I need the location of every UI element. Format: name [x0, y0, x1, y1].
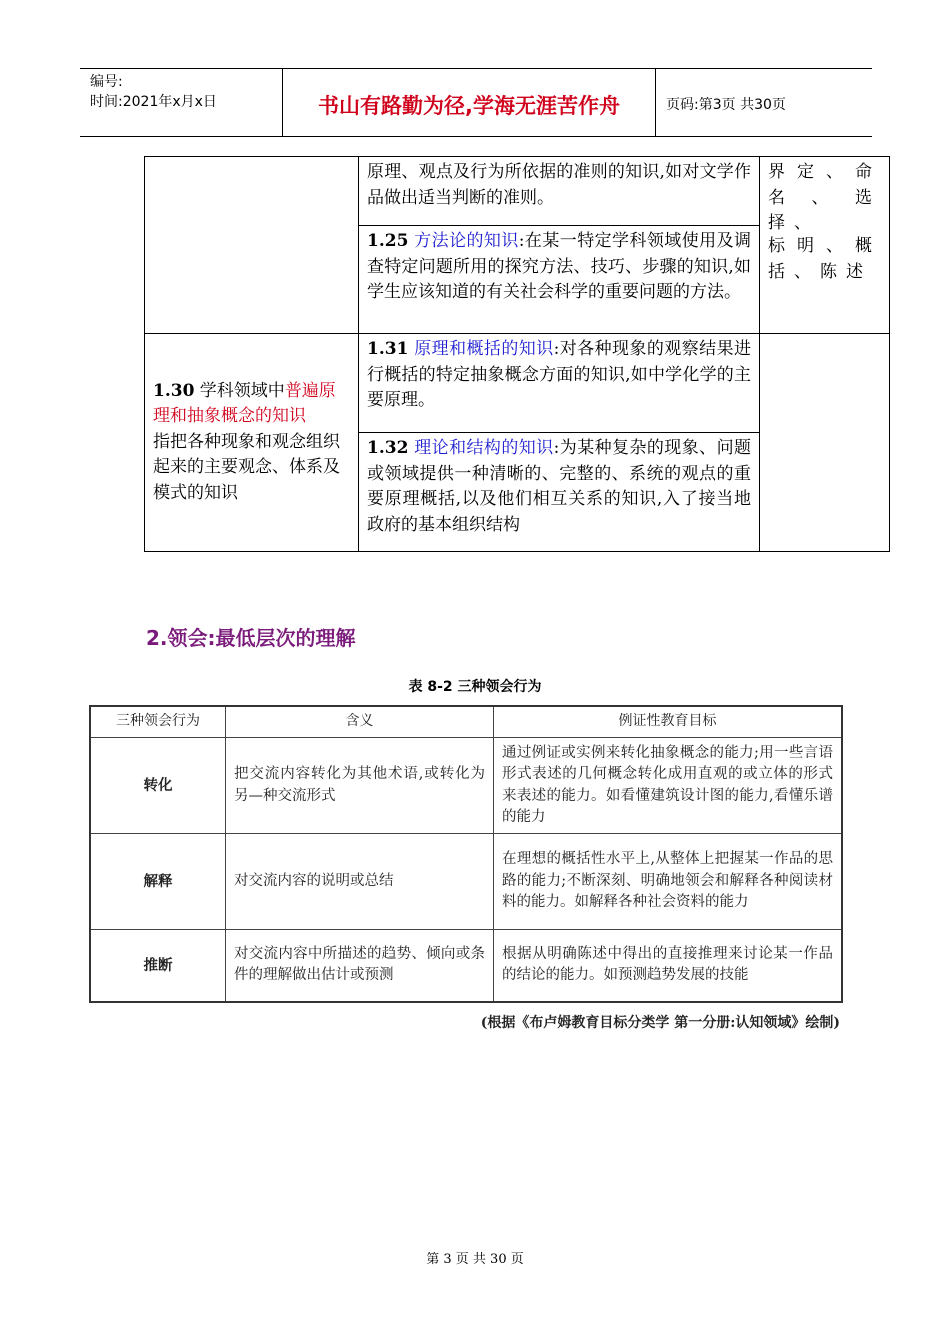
table-cell [145, 157, 359, 334]
behavior-name: 推断 [90, 930, 226, 1002]
table-cell [359, 226, 760, 334]
knowledge-taxonomy-table [144, 156, 890, 552]
table-cell [760, 334, 890, 552]
page-footer: 第 3 页 共 30 页 [426, 1252, 524, 1267]
table-cell [760, 157, 890, 334]
source-note: (根据《布卢姆教育目标分类学 第一分册:认知领域》绘制) [480, 1015, 840, 1031]
header-divider [282, 68, 283, 136]
item-text: :对各种现象的观察结果进行概括的特定抽象概念方面的知识,如中学化学的主要原理。 [367, 339, 752, 410]
table-row [145, 157, 890, 226]
item-number: 1.25 [367, 231, 409, 251]
item-term: 理论和结构的知识 [414, 438, 554, 458]
behavior-meaning: 对交流内容的说明或总结 [226, 834, 494, 930]
table-cell [359, 157, 760, 226]
doc-number-label: 编号: [90, 74, 123, 90]
behavior-name: 转化 [90, 738, 226, 834]
item-number: 1.30 [153, 380, 195, 401]
column-header: 例证性教育目标 [494, 706, 843, 738]
item-term: 普遍原理和抽象概念的知识 [153, 380, 336, 427]
header-page-info: 页码:第3页 共30页 [666, 97, 786, 113]
item-text: 学科领域中 [194, 380, 285, 401]
behavior-name: 解释 [90, 834, 226, 930]
column-header: 三种领会行为 [90, 706, 226, 738]
table-cell [359, 334, 760, 433]
table-row [90, 834, 842, 930]
item-term: 原理和概括的知识 [414, 339, 554, 359]
header-divider [655, 68, 656, 136]
item-number: 1.31 [367, 339, 409, 359]
verb-list: 界定、命名、选择、 [768, 162, 881, 233]
item-text: 指把各种现象和观念组织起来的主要观念、体系及模式的知识 [153, 431, 340, 503]
behavior-example: 在理想的概括性水平上,从整体上把握某一作品的思路的能力;不断深刻、明确地领会和解释各种阅读材料的能力。如解释各种社会资料的能力 [494, 834, 843, 930]
table-header-row [90, 706, 842, 738]
table-caption: 表 8-2 三种领会行为 [408, 679, 542, 695]
comprehension-table [89, 705, 843, 1003]
table-row [90, 738, 842, 834]
table-cell [145, 334, 359, 552]
item-number: 1.32 [367, 438, 409, 458]
column-header: 含义 [226, 706, 494, 738]
item-text: :在某一特定学科领域使用及调查特定问题所用的探究方法、技巧、步骤的知识,如学生应该知道的有关社会科学的重要问题的方法。 [367, 231, 752, 302]
item-text: :为某种复杂的现象、问题或领域提供一种清晰的、完整的、系统的观点的重要原理概括,以及他们相互关系的知识,入了接当地政府的基本组织结构 [367, 438, 752, 535]
behavior-example: 根据从明确陈述中得出的直接推理来讨论某一作品的结论的能力。如预测趋势发展的技能 [494, 930, 843, 1002]
behavior-meaning: 对交流内容中所描述的趋势、倾向或条件的理解做出估计或预测 [226, 930, 494, 1002]
item-term: 方法论的知识 [414, 231, 519, 251]
header-motto: 书山有路勤为径,学海无涯苦作舟 [318, 94, 620, 118]
section-heading: 2.领会:最低层次的理解 [146, 626, 356, 650]
table-row [90, 930, 842, 1002]
table-row [145, 334, 890, 433]
header-meta [90, 72, 217, 112]
behavior-meaning: 把交流内容转化为其他术语,或转化为另—种交流形式 [226, 738, 494, 834]
cell-text: 原理、观点及行为所依据的准则的知识,如对文学作品做出适当判断的准则。 [367, 162, 751, 208]
behavior-example: 通过例证或实例来转化抽象概念的能力;用一些言语形式表述的几何概念转化成用直观的或立体的形式来表述的能力。如看懂建筑设计图的能力,看懂乐谱的能力 [494, 738, 843, 834]
table-cell [359, 433, 760, 552]
verb-list: 标明、概括、陈述 [768, 236, 881, 282]
header-bottom-rule [80, 136, 872, 137]
doc-time-label: 时间:2021年x月x日 [90, 94, 217, 110]
header-top-rule [80, 68, 872, 69]
